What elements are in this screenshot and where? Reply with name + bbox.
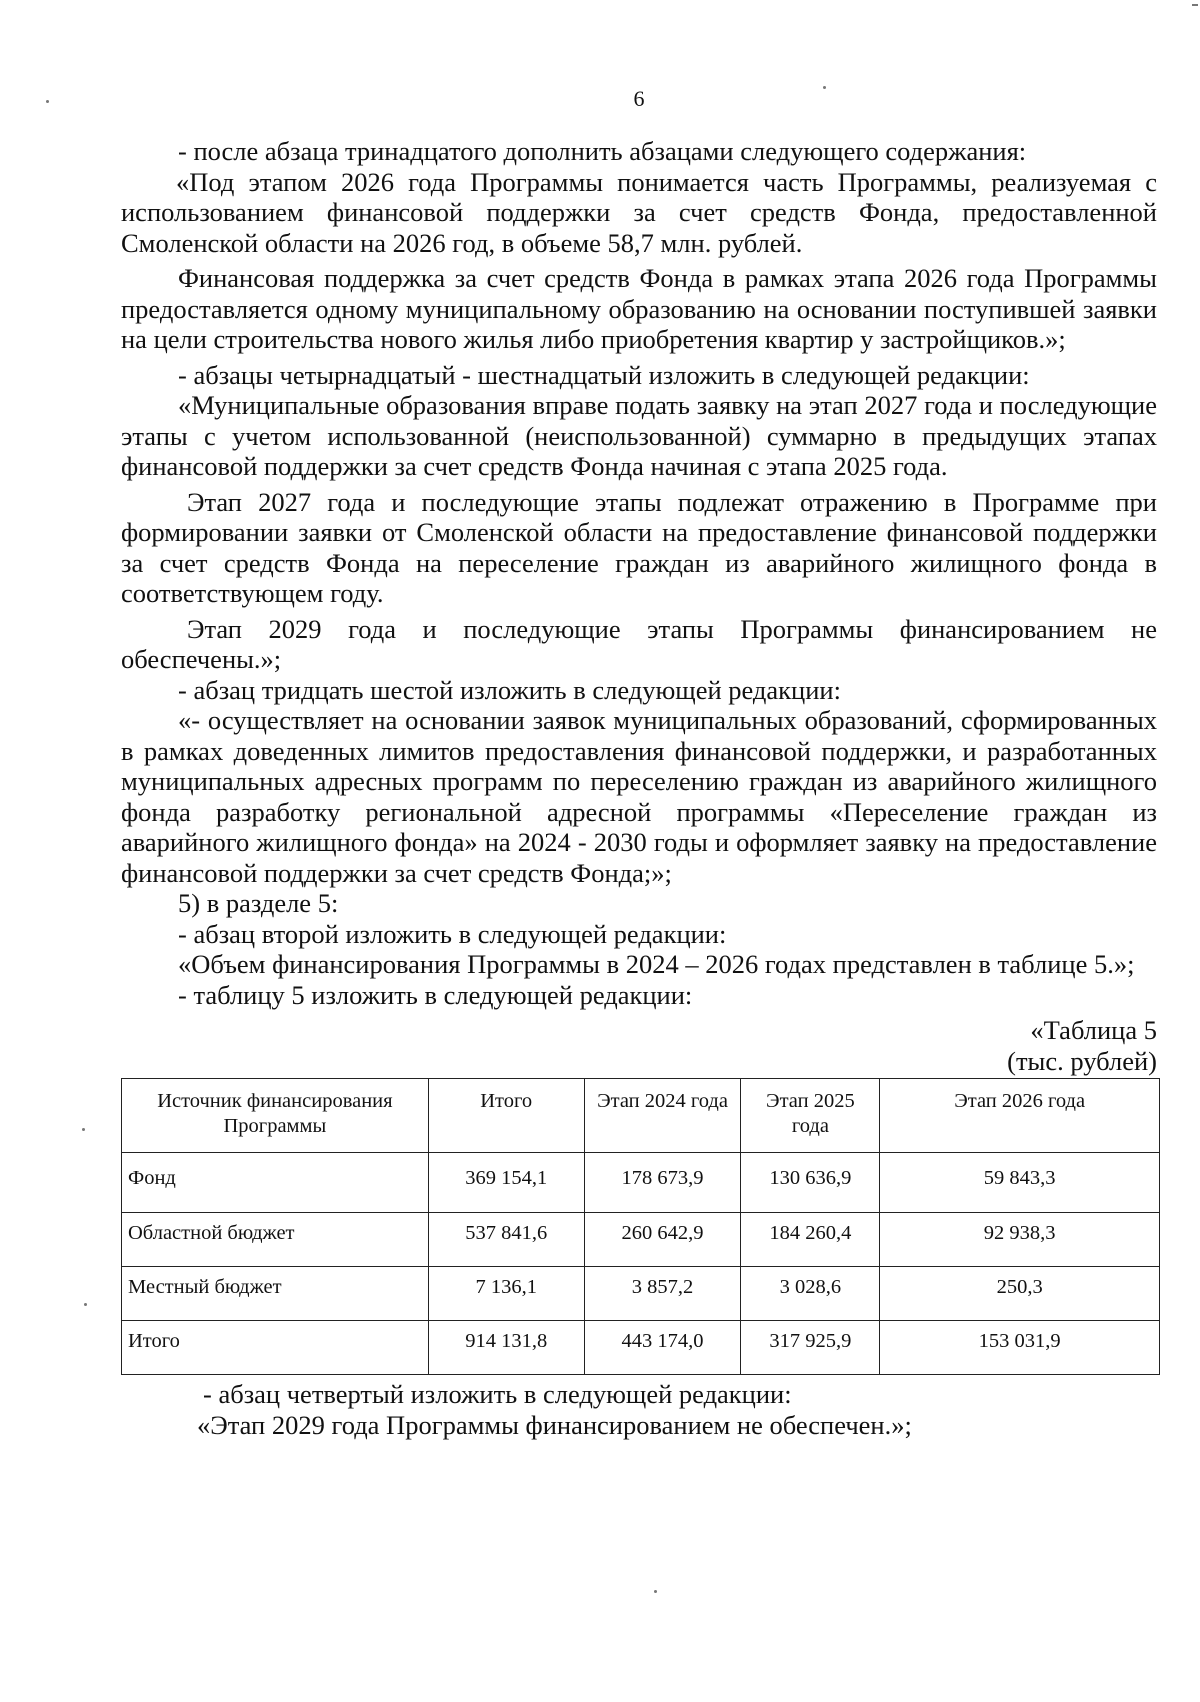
- header-stage-2024: Этап 2024 года: [584, 1079, 741, 1153]
- cell-stage-2025: 317 925,9: [741, 1321, 880, 1375]
- paragraph-2: «Под этапом 2026 года Программы понимается часть Программы, реализуемая с использованием финансовой поддержки за счет средств Фонда, предоставленной Смоленской области на 2026 год, в объеме 58,7 млн. рублей.: [121, 166, 1157, 258]
- scan-speck: [46, 100, 49, 103]
- header-total: Итого: [428, 1079, 584, 1153]
- page-number: 6: [633, 86, 645, 111]
- cell-stage-2024: 178 673,9: [584, 1153, 741, 1213]
- table-caption: «Таблица 5: [1030, 1015, 1157, 1045]
- table-row: [122, 1321, 1160, 1375]
- cell-stage-2026: 59 843,3: [880, 1153, 1160, 1213]
- financing-table: [121, 1078, 1160, 1375]
- paragraph-8: - абзац тридцать шестой изложить в следующей редакции:: [178, 674, 841, 705]
- cell-source: Областной бюджет: [122, 1213, 429, 1267]
- cell-stage-2024: 3 857,2: [584, 1267, 741, 1321]
- header-source: Источник финансирования Программы: [122, 1079, 429, 1153]
- cell-stage-2025: 130 636,9: [741, 1153, 880, 1213]
- paragraph-5: «Муниципальные образования вправе подать заявку на этап 2027 года и последующие этапы с учетом использованной (неиспользованной) суммарно в предыдущих этапах финансовой поддержки за счет средств Фонда начиная с этапа 2025 года.: [121, 390, 1157, 481]
- scan-speck: [82, 1128, 85, 1131]
- document-page: [121, 0, 1157, 1702]
- paragraph-6: Этап 2027 года и последующие этапы подлежат отражению в Программе при формировании заявки от Смоленской области на предоставление финансовой поддержки за счет средств Фонда на переселение граждан из аварийного жилищного фонда в соответствующем году.: [121, 486, 1157, 608]
- cell-stage-2024: 260 642,9: [584, 1213, 741, 1267]
- paragraph-after-2: «Этап 2029 года Программы финансированием не обеспечен.»;: [197, 1409, 912, 1440]
- cell-stage-2024: 443 174,0: [584, 1321, 741, 1375]
- scan-speck: [84, 1303, 87, 1306]
- paragraph-11: - абзац второй изложить в следующей редакции:: [178, 918, 727, 949]
- table-row: [122, 1153, 1160, 1213]
- table-header-row: [122, 1079, 1160, 1153]
- paragraph-1: - после абзаца тринадцатого дополнить абзацами следующего содержания:: [178, 136, 1027, 166]
- scan-speck: [823, 86, 826, 89]
- document-body: [121, 136, 1157, 1440]
- scan-speck: [1192, 4, 1198, 6]
- paragraph-7: Этап 2029 года и последующие этапы Программы финансированием не обеспечены.»;: [121, 613, 1157, 674]
- cell-total: 914 131,8: [428, 1321, 584, 1375]
- table-unit: (тыс. рублей): [1007, 1046, 1157, 1076]
- cell-stage-2026: 250,3: [880, 1267, 1160, 1321]
- cell-total: 369 154,1: [428, 1153, 584, 1213]
- cell-total: 537 841,6: [428, 1213, 584, 1267]
- cell-source: Местный бюджет: [122, 1267, 429, 1321]
- paragraph-after-1: - абзац четвертый изложить в следующей редакции:: [203, 1379, 792, 1409]
- cell-stage-2026: 153 031,9: [880, 1321, 1160, 1375]
- paragraph-9: «- осуществляет на основании заявок муниципальных образований, сформированных в рамках доведенных лимитов предоставления финансовой поддержки, и разработанных муниципальных адресных программ по переселению граждан из аварийного жилищного фонда разработку региональной адресной программы «Переселение граждан из аварийного жилищного фонда» на 2024 - 2030 годы и оформляет заявку на предоставление финансовой поддержки за счет средств Фонда;»;: [121, 705, 1157, 888]
- scan-speck: [654, 1590, 657, 1593]
- cell-total: 7 136,1: [428, 1267, 584, 1321]
- cell-stage-2025: 3 028,6: [741, 1267, 880, 1321]
- cell-stage-2025: 184 260,4: [741, 1213, 880, 1267]
- cell-source: Итого: [122, 1321, 429, 1375]
- paragraph-4: - абзацы четырнадцатый - шестнадцатый изложить в следующей редакции:: [178, 359, 1030, 390]
- header-stage-2026: Этап 2026 года: [880, 1079, 1160, 1153]
- table-row: [122, 1267, 1160, 1321]
- cell-stage-2026: 92 938,3: [880, 1213, 1160, 1267]
- header-stage-2025: Этап 2025 года: [741, 1079, 880, 1153]
- cell-source: Фонд: [122, 1153, 429, 1213]
- paragraph-13: - таблицу 5 изложить в следующей редакции:: [178, 979, 693, 1010]
- paragraph-10: 5) в разделе 5:: [178, 888, 339, 918]
- table-row: [122, 1213, 1160, 1267]
- paragraph-3: Финансовая поддержка за счет средств Фонда в рамках этапа 2026 года Программы предоставляется одному муниципальному образованию на основании поступившей заявки на цели строительства нового жилья либо приобретения квартир у застройщиков.»;: [121, 263, 1157, 354]
- paragraph-12: «Объем финансирования Программы в 2024 – 2026 годах представлен в таблице 5.»;: [178, 949, 1135, 979]
